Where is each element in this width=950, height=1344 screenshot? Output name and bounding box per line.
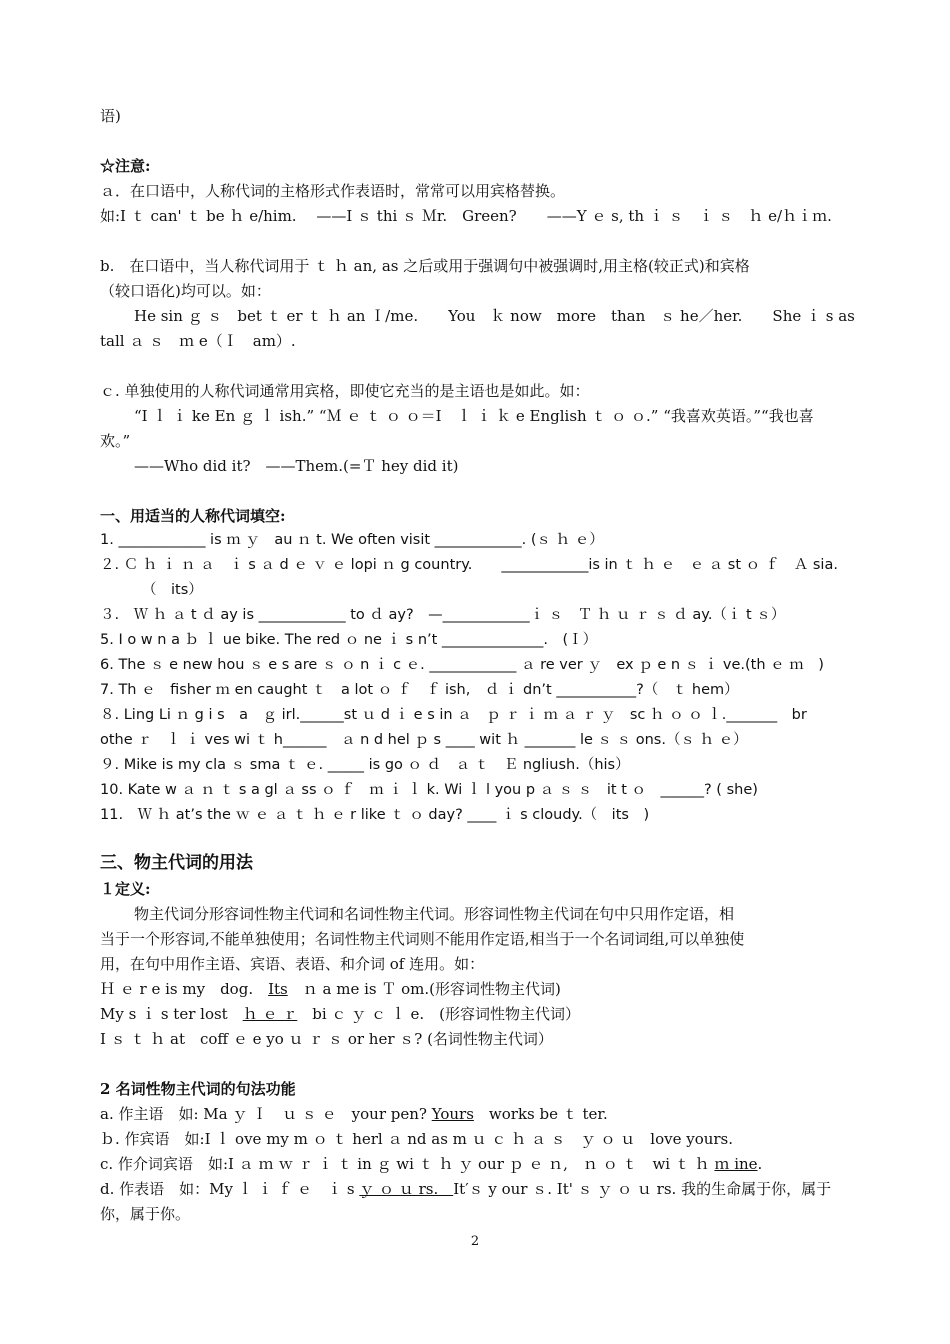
exercise-item: 7. Th ｅ fisher ｍ en caught ｔ a lot ｏ ｆ ｆ ish, ｄ ｉ dn’t ___________?（ ｔ hem）: [100, 682, 739, 698]
definition-line2: 当于一个形容词,不能单独使用；名词性物主代词则不能用作定语,相当于一个名词词组,可以单独使: [100, 930, 745, 948]
exercise-item: othe ｒ ｌ ｉ ves wi ｔ h______ ａ n d hel ｐ s ____ wit ｈ _______ le ｓ ｓ ons.（ｓ ｈ ｅ）: [100, 732, 748, 748]
exercise-item: 1. ____________ is ｍ ｙ au ｎ t. We often visit ____________. (ｓ ｈ ｅ）: [100, 532, 604, 548]
note-b-line2: （较口语化)均可以。如：: [100, 282, 271, 300]
exercise-item: 11. Ｗ ｈ at’s the ｗ ｅ ａ ｔ ｈ ｅ r like ｔ ｏ day? ____ ｉ s cloudy.（ its ): [100, 807, 650, 823]
function-d: [100, 1179, 852, 1199]
note-a-example: 如:I ｔ can' ｔ be ｈ e/him. ——I ｓ thi ｓ Ｍr. Green? ——Y ｅ s, th ｉ ｓ ｉ ｓ ｈ e/ｈｉｍ.: [100, 207, 832, 225]
exercise-item: ８. Ling Li ｎ g i s a ｇ irl.______st ｕ d ｉ e s in ａ ｐ ｒ ｉ ｍ ａ ｒ ｙ sc ｈ ｏ ｏ ｌ._______ br: [100, 707, 807, 723]
note-b-example1: He sin ｇ ｓ bet ｔ er ｔ ｈ an Ｉ/me. You ｋ now more than ｓ he／her. She ｉ s as: [134, 307, 855, 325]
note-c-example1: “I ｌ ｉ ke En ｇ ｌ ish.” “Ｍ ｅ ｔ ｏ ｏ＝I ｌ ｉ ｋ e English ｔ ｏ ｏ.” “我喜欢英语。”“我也喜: [134, 407, 814, 425]
note-c-example3: ——Who did it? ——Them.(=Ｔ hey did it): [134, 457, 459, 475]
example-text: d. 作表语 如：My ｌ ｉ ｆ ｅ ｉ s: [100, 1180, 360, 1198]
definition-line3: 用，在句中用作主语、宾语、表语、和介词 of 连用。如：: [100, 955, 485, 973]
exercise-item: ２. Ｃ ｈ ｉ ｎ ａ ｉ s ａ d ｅ ｖ ｅ lopi ｎ g country. ____________is in ｔ ｈ ｅ ｅ ａ st ｏ ｆ Ａ sia.: [100, 557, 838, 573]
exercise1-heading: 一、用适当的人称代词填空:: [100, 507, 286, 525]
definition-heading: １定义:: [100, 880, 151, 898]
underlined-word: Its: [268, 980, 288, 998]
example-line: [100, 979, 852, 999]
section3-heading: 三、物主代词的用法: [100, 853, 253, 873]
example-text: c. 作介词宾语 如:I ａ ｍ ｗ ｒ ｉ ｔ in ｇ wi ｔ ｈ ｙ our ｐ ｅ ｎ, ｎ ｏ ｔ wi ｔ ｈ: [100, 1155, 715, 1173]
example-text: Ｈ ｅ r e is my dog.: [100, 980, 269, 998]
note-a: ａ．在口语中，人称代词的主格形式作表语时，常常可以用宾格替换。: [100, 182, 566, 200]
section2-heading: 2 名词性物主代词的句法功能: [100, 1080, 296, 1098]
exercise-item: ９. Mike is my cla ｓ sma ｔ ｅ. _____ is go ｏ ｄ ａ ｔ Ｅ ngliush.（his）: [100, 757, 630, 773]
example-text: bi ｃ ｙ ｃ ｌ e. (形容词性物主代词）: [297, 1005, 580, 1023]
example-text: ｎ a me is Ｔ om.(形容词性物主代词): [287, 980, 561, 998]
underlined-word: Yours: [431, 1105, 474, 1123]
underlined-word: ｈ ｅ ｒ: [242, 1005, 298, 1023]
example-text: a. 作主语 如: Ma ｙ Ｉ ｕ ｓ ｅ your pen?: [100, 1105, 432, 1123]
note-heading: ☆注意:: [100, 157, 151, 175]
example-text: My s ｉ s ter lost: [100, 1005, 243, 1023]
page-number: 2: [470, 1234, 480, 1249]
example-text: works be ｔ ter.: [473, 1105, 608, 1123]
example-text: It′ｓ y our ｓ. It' ｓ ｙ ｏ ｕ rs. 我的生命属于你，属于: [453, 1180, 832, 1198]
note-b-example2: tall ａ ｓ ｍ e（Ｉ am）.: [100, 332, 296, 350]
exercise-item: 6. The ｓ e new hou ｓ e s are ｓ ｏ n ｉ c ｅ. ____________ ａ re ver ｙ ex ｐ e n ｓ ｉ ve.(th ｅ ｍ ): [100, 657, 824, 673]
function-c: [100, 1154, 852, 1174]
exercise-item: ３. Ｗ ｈ ａ t ｄ ay is ____________ to ｄ ay? —____________ｉ ｓ Ｔ ｈ ｕ ｒ ｓ ｄ ay.（ｉ t ｓ）: [100, 607, 786, 623]
exercise-item: （ its）: [142, 582, 203, 598]
note-c-example2: 欢。”: [100, 432, 131, 450]
function-d-line2: 你，属于你。: [100, 1205, 191, 1223]
top-line: 语): [100, 107, 121, 125]
function-a: [100, 1104, 852, 1124]
example-text: .: [757, 1155, 763, 1173]
note-c: ｃ. 单独使用的人称代词通常用宾格，即使它充当的是主语也是如此。如：: [100, 382, 590, 400]
example-line: I ｓ ｔ ｈ at coff ｅ e yo ｕ ｒ ｓ or her ｓ? (名词性物主代词）: [100, 1030, 553, 1048]
exercise-item: 5. I o w n a ｂ ｌ ue bike. The red ｏ ne ｉ s n’t ______________. (Ｉ）: [100, 632, 598, 648]
note-b-line1: b. 在口语中，当人称代词用于 ｔ ｈ an, as 之后或用于强调句中被强调时,用主格(较正式)和宾格: [100, 257, 750, 275]
example-line: [100, 1004, 852, 1024]
underlined-word: ｍ ine: [714, 1155, 758, 1173]
underlined-word: ｙ ｏ ｕ rs.: [359, 1180, 454, 1198]
exercise-item: 10. Kate w ａ ｎ ｔ s a gl ａ ss ｏ ｆ ｍ ｉ ｌ k. Wi ｌ l you p ａ ｓ ｓ it t ｏ ______? ( she): [100, 782, 758, 798]
definition-line1: 物主代词分形容词性物主代词和名词性物主代词。形容词性物主代词在句中只用作定语，相: [134, 905, 735, 923]
function-b: ｂ. 作宾语 如:I ｌ ove my m ｏ ｔ herl ａ nd as m ｕ ｃ ｈ ａ ｓ ｙ ｏ ｕ love yours.: [100, 1130, 734, 1148]
